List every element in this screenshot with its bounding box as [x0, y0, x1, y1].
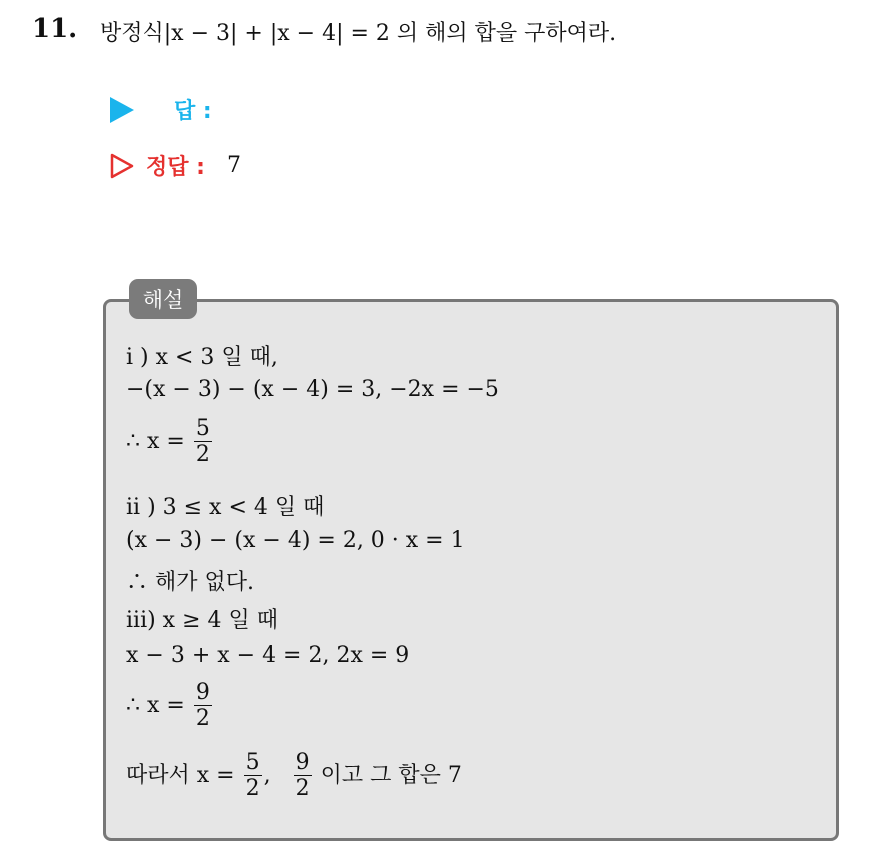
- solution-line-10: [126, 750, 462, 802]
- fraction-denominator: 2: [195, 442, 210, 468]
- fraction: [244, 750, 262, 802]
- solution-line-1: i ) x < 3 일 때,: [126, 345, 278, 370]
- answer-label: 답 :: [174, 99, 212, 124]
- question-text: [100, 16, 616, 47]
- question-suffix: 의 해의 합을 구하여라.: [396, 21, 617, 46]
- comma: ,: [263, 762, 271, 788]
- solution-line-6: ∴ 해가 없다.: [126, 570, 254, 595]
- answer-row: [110, 94, 212, 125]
- correct-answer-value: 7: [226, 153, 241, 178]
- solution-badge: 해설: [129, 279, 197, 319]
- solution-line-3: [126, 416, 214, 468]
- outline-triangle-icon: [110, 153, 134, 179]
- therefore-prefix: ∴ x =: [126, 428, 185, 454]
- solution-line-8: x − 3 + x − 4 = 2, 2x = 9: [126, 643, 410, 668]
- solution-line-4: ii ) 3 ≤ x < 4 일 때: [126, 495, 325, 520]
- question-equation: |x − 3| + |x − 4| = 2: [163, 21, 390, 46]
- fraction-numerator: 9: [195, 680, 210, 705]
- solution-line-2: −(x − 3) − (x − 4) = 3, −2x = −5: [126, 377, 499, 402]
- correct-answer-label: 정답 :: [146, 155, 205, 180]
- fraction-denominator: 2: [195, 706, 210, 732]
- solution-line-9: [126, 680, 214, 732]
- fraction: [194, 416, 212, 468]
- question-prefix: 방정식: [100, 21, 164, 46]
- fraction: [294, 750, 312, 802]
- fraction-denominator: 2: [245, 776, 260, 802]
- therefore-prefix: ∴ x =: [126, 692, 185, 718]
- play-triangle-icon: [110, 97, 134, 123]
- solution-line-7: iii) x ≥ 4 일 때: [126, 608, 278, 633]
- question-number: 11.: [32, 14, 78, 44]
- fraction-numerator: 5: [245, 750, 260, 775]
- solution-line-5: (x − 3) − (x − 4) = 2, 0 · x = 1: [126, 528, 465, 553]
- fraction-numerator: 9: [295, 750, 310, 775]
- correct-answer-row: [110, 150, 241, 181]
- conclusion-suffix: 이고 그 합은 7: [320, 762, 462, 788]
- fraction: [194, 680, 212, 732]
- conclusion-prefix: 따라서 x =: [126, 762, 235, 788]
- fraction-denominator: 2: [295, 776, 310, 802]
- fraction-numerator: 5: [195, 416, 210, 441]
